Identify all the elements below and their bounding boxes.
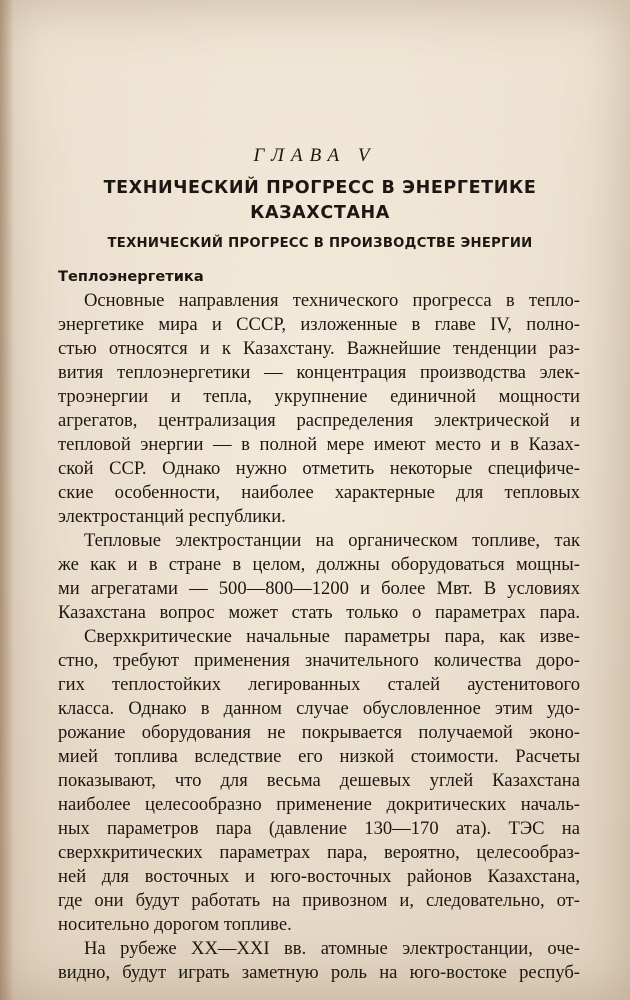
text-line: ных параметров пара (давление 130—170 ата). ТЭС на xyxy=(58,818,580,839)
text-line: вития теплоэнергетики — концентрация производства элек- xyxy=(58,362,580,383)
text-line: класса. Однако в данном случае обусловленное этим удо- xyxy=(58,698,580,719)
text-line: На рубеже XX—XXI вв. атомные электростанции, оче- xyxy=(84,938,580,959)
text-line: агрегатов, централизация распределения электрической и xyxy=(58,410,580,431)
section-heading: ТЕХНИЧЕСКИЙ ПРОГРЕСС В ПРОИЗВОДСТВЕ ЭНЕРГИИ xyxy=(107,236,533,251)
chapter-title xyxy=(30,176,610,226)
text-line: сверхкритических параметрах пара, вероятно, целесообраз- xyxy=(58,842,580,863)
subsection-heading: Теплоэнергетика xyxy=(58,268,204,285)
text-line: носительно дорогом топливе. xyxy=(58,914,292,935)
chapter-title-line: ТЕХНИЧЕСКИЙ ПРОГРЕСС В ЭНЕРГЕТИКЕ xyxy=(103,178,537,198)
text-line: стью относятся и к Казахстану. Важнейшие тенденции раз- xyxy=(58,338,580,359)
text-line: ми агрегатами — 500—800—1200 и более Мвт. В условиях xyxy=(58,578,580,599)
text-line: Казахстана вопрос может стать только о параметрах пара. xyxy=(58,602,580,623)
text-line: где они будут работать на привозном и, следовательно, от- xyxy=(58,890,580,911)
text-line: ней для восточных и юго-восточных районов Казахстана, xyxy=(58,866,580,887)
text-line: же как и в стране в целом, должны оборудоваться мощны- xyxy=(58,554,580,575)
text-line: Тепловые электростанции на органическом топливе, так xyxy=(84,530,580,551)
text-line: Сверхкритические начальные параметры пара, как изве- xyxy=(84,626,580,647)
text-line: наиболее целесообразно применение докритических началь- xyxy=(58,794,580,815)
chapter-title-line: КАЗАХСТАНА xyxy=(250,203,390,223)
text-line: ской ССР. Однако нужно отметить некоторые специфиче- xyxy=(58,458,580,479)
text-line: энергетике мира и СССР, изложенные в главе IV, полно- xyxy=(58,314,580,335)
text-line: видно, будут играть заметную роль на юго-востоке респуб- xyxy=(58,962,580,983)
text-line: электростанций республики. xyxy=(58,506,286,527)
text-line: мией топлива вследствие его низкой стоимости. Расчеты xyxy=(58,746,580,767)
text-line: рожание оборудования не покрывается получаемой эконо- xyxy=(58,722,580,743)
chapter-heading: ГЛАВА V xyxy=(253,145,377,166)
text-line: Основные направления технического прогресса в тепло- xyxy=(84,290,580,311)
text-line: стно, требуют применения значительного количества доро- xyxy=(58,650,580,671)
text-line: троэнергии и тепла, укрупнение единичной мощности xyxy=(58,386,580,407)
text-line: показывают, что для весьма дешевых углей Казахстана xyxy=(58,770,580,791)
text-line: тепловой энергии — в полной мере имеют место и в Казах- xyxy=(58,434,580,455)
text-line: ские особенности, наиболее характерные для тепловых xyxy=(58,482,580,503)
text-line: гих теплостойких легированных сталей аустенитового xyxy=(58,674,580,695)
